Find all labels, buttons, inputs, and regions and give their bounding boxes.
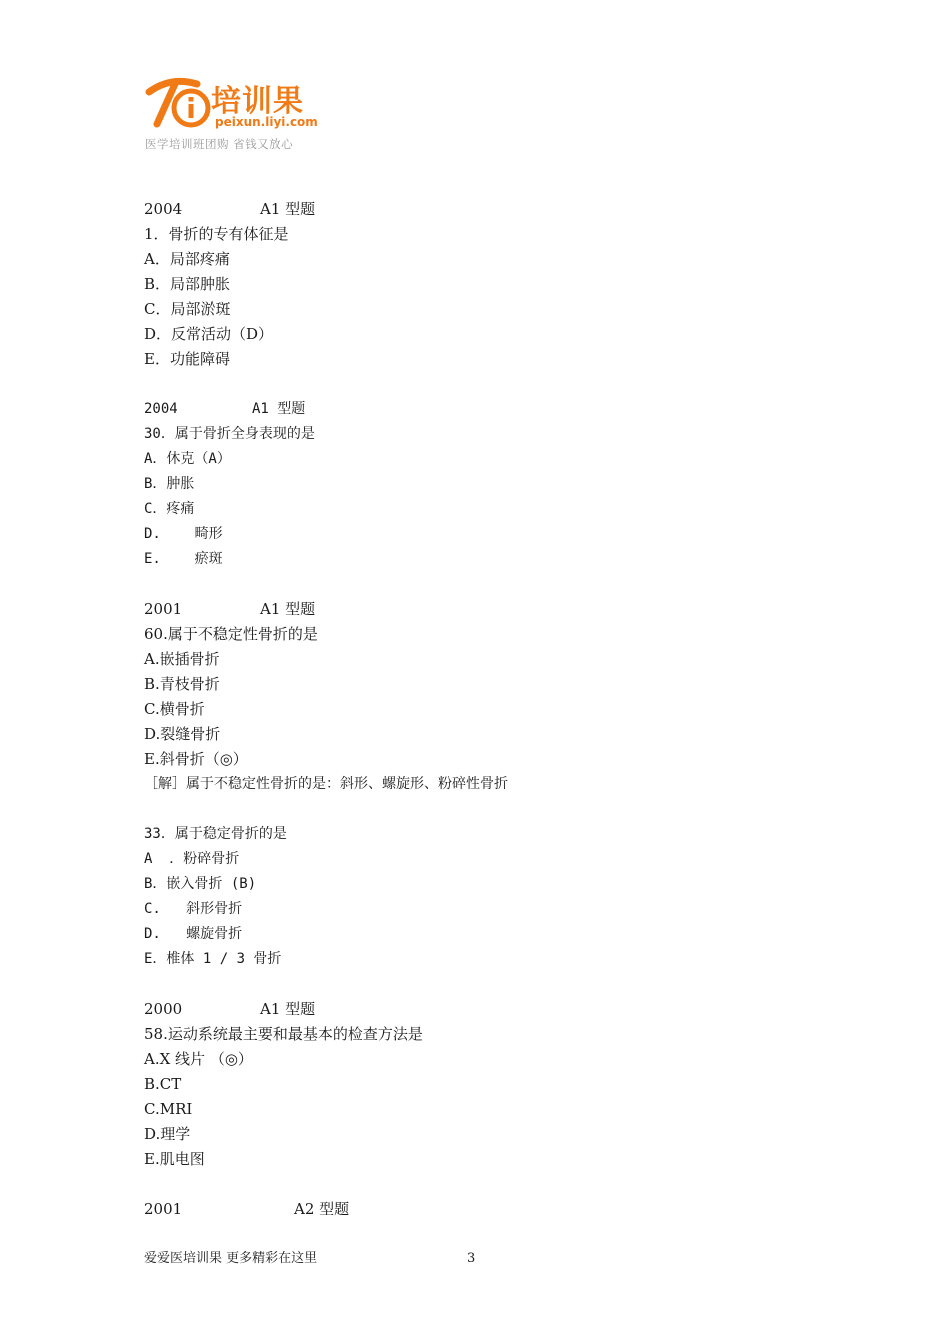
answer-option: B．嵌入骨折 (B) xyxy=(144,876,257,892)
brand-logo xyxy=(145,70,335,155)
section-header xyxy=(144,997,844,1022)
question-type: A1 型题 xyxy=(260,200,316,218)
answer-option: D．反常活动（D） xyxy=(144,325,274,343)
answer-option: C.MRI xyxy=(144,1100,193,1118)
question-type: A2 型题 xyxy=(294,1200,350,1218)
answer-option: A．休克（A） xyxy=(144,451,231,467)
question-text: 58.运动系统最主要和最基本的检查方法是 xyxy=(144,1025,423,1043)
section-header xyxy=(144,197,844,222)
answer-option: E.肌电图 xyxy=(144,1150,205,1168)
peixunguo-logo-icon xyxy=(145,70,215,132)
exam-year: 2001 xyxy=(144,600,183,618)
footer-text: 爱爱医培训果 更多精彩在这里 xyxy=(144,1251,318,1266)
section-header xyxy=(144,597,844,622)
answer-option: C.横骨折 xyxy=(144,700,205,718)
question-text: 60.属于不稳定性骨折的是 xyxy=(144,625,318,643)
exam-year: 2004 xyxy=(144,401,178,417)
answer-option: B.CT xyxy=(144,1075,182,1093)
answer-option: D.理学 xyxy=(144,1125,191,1143)
answer-option: B．局部肿胀 xyxy=(144,275,231,293)
answer-option: D. 螺旋骨折 xyxy=(144,926,243,942)
section-header xyxy=(144,1197,844,1222)
logo-url: peixun.liyi.com xyxy=(215,115,318,129)
answer-option: E．功能障碍 xyxy=(144,350,230,368)
answer-option: D.裂缝骨折 xyxy=(144,725,221,743)
answer-option: A．局部疼痛 xyxy=(144,250,230,268)
question-type: A1 型题 xyxy=(252,401,306,417)
answer-option: C．疼痛 xyxy=(144,501,195,517)
exam-year: 2001 xyxy=(144,1200,183,1218)
question-type: A1 型题 xyxy=(260,1000,316,1018)
logo-slogan: 医学培训班团购 省钱又放心 xyxy=(145,137,294,151)
answer-option: A ．粉碎骨折 xyxy=(144,851,240,867)
answer-option: B．肿胀 xyxy=(144,476,195,492)
answer-option: A.嵌插骨折 xyxy=(144,650,220,668)
answer-explanation: ［解］属于不稳定性骨折的是：斜形、螺旋形、粉碎性骨折 xyxy=(144,776,508,792)
page-footer xyxy=(144,1250,544,1268)
exam-year: 2000 xyxy=(144,1000,183,1018)
answer-option: C．局部淤斑 xyxy=(144,300,231,318)
answer-option: A.X 线片 （◎） xyxy=(144,1050,253,1068)
question-text: 33．属于稳定骨折的是 xyxy=(144,826,287,842)
answer-option: E.斜骨折（◎） xyxy=(144,750,248,768)
section-header xyxy=(144,397,844,422)
page-number: 3 xyxy=(467,1251,476,1266)
answer-option: D. 畸形 xyxy=(144,526,223,542)
question-text: 1．骨折的专有体征是 xyxy=(144,225,289,243)
logo-title: 培训果 xyxy=(211,84,304,119)
document-body xyxy=(144,197,844,1222)
question-text: 30．属于骨折全身表现的是 xyxy=(144,426,315,442)
answer-option: B.青枝骨折 xyxy=(144,675,220,693)
answer-option: C. 斜形骨折 xyxy=(144,901,243,917)
question-type: A1 型题 xyxy=(260,600,316,618)
answer-option: E．椎体 1 / 3 骨折 xyxy=(144,951,282,967)
answer-option: E. 瘀斑 xyxy=(144,551,223,567)
exam-year: 2004 xyxy=(144,200,183,218)
